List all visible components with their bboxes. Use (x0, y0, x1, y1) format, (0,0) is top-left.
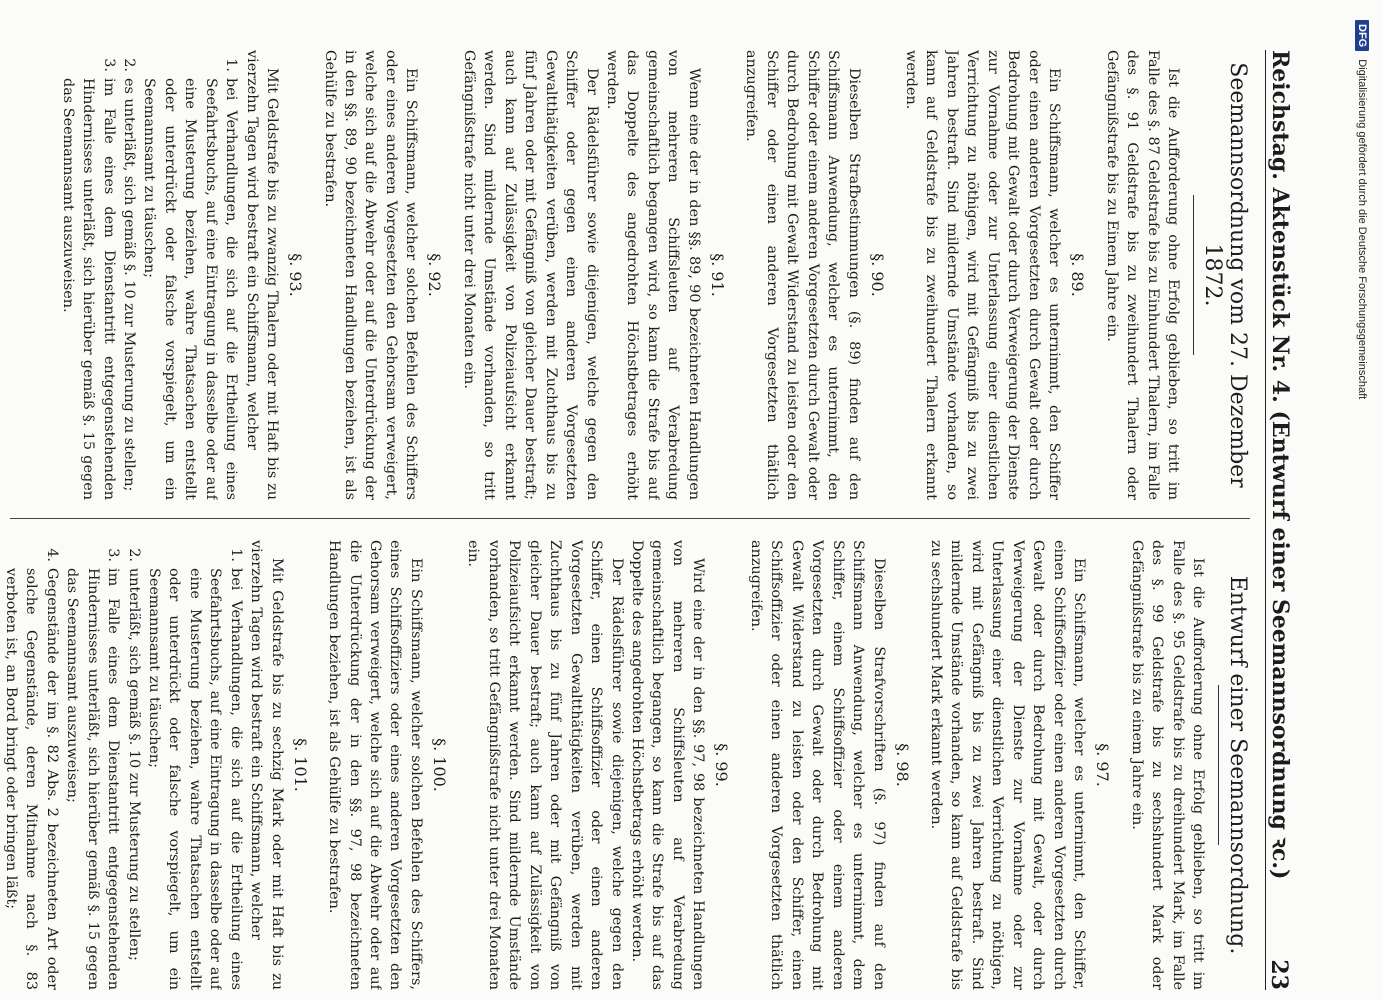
right-column-title: Entwurf einer Seemannsordnung. (1225, 575, 1250, 955)
section-heading: §. 101. (290, 738, 310, 792)
section-heading: §. 90. (867, 253, 887, 297)
section-heading: §. 100. (429, 738, 449, 792)
numbered-list (57, 50, 241, 500)
section-heading: §. 93. (286, 253, 306, 297)
list-item: 1. bei Verhandlungen, die sich auf die Ertheilung eines Seefahrtsbuchs, auf eine Eintragung in dasselbe oder auf eine Musterung beziehen, wahre Thatsachen entstellt oder unterdrückt oder falsche vorspiegelt, um ein Seemannsamt zu täuschen; (145, 548, 244, 990)
title-rule (1218, 685, 1219, 845)
section-heading: §. 92. (425, 253, 445, 297)
two-column-text (0, 50, 1250, 990)
paragraph: Der Rädelsführer sowie diejenigen, welche gegen den Schiffer oder gegen einen anderen Vorgesetzten Gewaltthätigkeiten verüben, werden mit Zuchthaus bis zu fünf Jahren oder mit Gefängniß von gleicher Dauer bestraft; auch kann auf Zulässigkeit von Polizeiaufsicht erkannt werden. Sind mildernde Umstände vorhanden, so tritt Gefängnißstrafe nicht unter drei Monaten ein. (460, 50, 600, 500)
page-header (1265, 50, 1310, 990)
list-item: 3. im Falle eines dem Dienstantritt entgegenstehenden Hindernisses unterläßt, sich hierüber gemäß §. 15 gegen das Seemannsamt auszuweisen; (64, 548, 122, 990)
paragraph: Ist die Aufforderung ohne Erfolg geblieben, so tritt im Falle des §. 95 Geldstrafe bis zu dreihundert Mark, im Falle des §. 99 Geldstrafe bis zu sechshundert Mark oder Gefängnißstrafe bis zu einem Jahre ein. (1128, 540, 1206, 990)
paragraph: Ein Schiffsmann, welcher es unternimmt, den Schiffer oder einen anderen Vorgesetzten durch Gewalt oder durch Bedrohung mit Gewalt oder durch Verweigerung der Dienste zur Vornahme oder zur Unterlassung einer dienstlichen Verrichtung zu nöthigen, wird mit Gefängniß bis zu zwei Jahren bestraft. Sind mildernde Umstände vorhanden, so kann auf Geldstrafe bis zu zweihundert Thalern erkannt werden. (903, 50, 1063, 500)
list-item: 2. es unterläßt, sich gemäß §. 10 zur Musterung zu stellen; (120, 58, 137, 492)
paragraph: Wenn eine der in den §§. 89, 90 bezeichneten Handlungen von mehreren Schiffsleuten auf Verabredung gemeinschaftlich begangen wird, so kann die Strafe bis auf das Doppelte des angedrohten Höchstbetrages erhöht werden. (604, 50, 702, 500)
column-divider (10, 518, 1250, 519)
section-heading: §. 91. (707, 253, 727, 297)
right-column (0, 540, 1250, 990)
list-item: 2. unterläßt, sich gemäß §. 10 zur Musterung zu stellen; (125, 548, 142, 961)
paragraph: Dieselben Strafbestimmungen (§. 89) finden auf den Schiffsmann Anwendung, welcher es unternimmt, den Schiffer oder einem anderen Vorgesetzten durch Gewalt oder durch Bedrohung mit Gewalt Widerstand zu leisten oder den Schiffer oder einen anderen Vorgesetzten thätlich anzugreifen. (743, 50, 862, 500)
section-heading: §. 97. (1093, 743, 1113, 787)
numbered-list (0, 540, 246, 990)
section-heading: §. 98. (892, 743, 912, 787)
section-heading: §. 99. (712, 743, 732, 787)
digitization-credit: Digitalisierung gefördert durch die Deutsche Forschungsgemeinschaft (1356, 59, 1368, 400)
list-item: 4. Gegenstände der im §. 82 Abs. 2 bezeichneten Art oder solche Gegenstände, deren Mitnahme nach §. 83 verboten ist, an Bord bringt oder bringen läßt; (2, 548, 60, 990)
left-column-title: Seemannsordnung vom 27. Dezember 1872. (1200, 62, 1250, 488)
page-number: 23 (1266, 959, 1292, 990)
paragraph: Mit Geldstrafe bis zu zwanzig Thalern oder mit Haft bis zu vierzehn Tagen wird bestraft ein Schiffsmann, welcher (243, 50, 281, 500)
section-heading: §. 89. (1068, 253, 1088, 297)
paragraph: Ist die Aufforderung ohne Erfolg geblieben, so tritt im Falle des §. 87 Geldstrafe bis zu Einhundert Thalern, im Falle des §. 91 Geldstrafe bis zu zweihundert Thalern oder Gefängnißstrafe bis zu Einem Jahre ein. (1103, 50, 1181, 500)
paragraph: Ein Schiffsmann, welcher solchen Befehlen des Schiffers oder eines anderen Vorgesetzten den Gehorsam verweigert, welche sich auf die Abwehr oder auf die Unterdrückung der in den §§. 89, 90 bezeichneten Handlungen beziehen, ist als Gehülfe zu bestrafen. (321, 50, 420, 500)
dfg-logo: DFG (1355, 20, 1369, 51)
paragraph: Dieselben Strafvorschriften (§. 97) finden auf den Schiffsmann Anwendung, welcher es unternimmt, dem Schiffer, einem Schiffsoffizier oder einem anderen Vorgesetzten durch Gewalt oder durch Bedrohung mit Gewalt Widerstand zu leisten oder den Schiffer, einen Schiffsoffizier oder einen anderen Vorgesetzten thätlich anzugreifen. (747, 540, 887, 990)
header-title: Reichstag. Aktenstück Nr. 4. (Entwurf einer Seemannsordnung ꝛc.) (1267, 50, 1293, 880)
paragraph: Wird eine der in den §§. 97, 98 bezeichneten Handlungen von mehreren Schiffsleuten auf Verabredung gemeinschaftlich begangen, so kann die Strafe bis auf das Doppelte des angedrohten Höchstbetrags erhöht werden. (629, 540, 707, 990)
paragraph: Ein Schiffsmann, welcher es unternimmt, den Schiffer, einen Schiffsoffizier oder einen anderen Vorgesetzten durch Gewalt oder durch Bedrohung mit Gewalt, oder durch Verweigerung der Dienste zur Vornahme oder zur Unterlassung einer dienstlichen Verrichtung zu nöthigen, wird mit Gefängniß bis zu zwei Jahren bestraft. Sind mildernde Umstände vorhanden, so kann auf Geldstrafe bis zu sechshundert Mark erkannt werden. (928, 540, 1088, 990)
list-item: 1. bei Verhandlungen, die sich auf die Ertheilung eines Seefahrtsbuchs, auf eine Eintragung in dasselbe oder auf eine Musterung beziehen, wahre Thatsachen entstellt oder unterdrückt oder falsche vorspiegelt, um ein Seemannsamt zu täuschen; (141, 58, 240, 500)
left-column (0, 50, 1250, 500)
paragraph: Der Rädelsführer sowie diejenigen, welche gegen den Schiffer, einen Schiffsoffizier oder einen anderen Vorgesetzten Gewaltthätigkeiten verüben, werden mit Zuchthaus bis zu fünf Jahren oder mit Gefängniß von gleicher Dauer bestraft; auch kann auf Zulässigkeit von Polizeiaufsicht erkannt werden. Sind mildernde Umstände vorhanden, so tritt Gefängnißstrafe nicht unter drei Monaten ein. (465, 540, 625, 990)
title-rule (1193, 195, 1194, 355)
paragraph: Ein Schiffsmann, welcher solchen Befehlen des Schiffers, eines Schiffsoffiziers oder eines anderen Vorgesetzten den Gehorsam verweigert, welche sich auf die Abwehr oder auf die Unterdrückung der in den §§. 97, 98 bezeichneten Handlungen beziehen, ist als Gehülfe zu bestrafen. (326, 540, 424, 990)
paragraph: Mit Geldstrafe bis zu sechzig Mark oder mit Haft bis zu vierzehn Tagen wird bestraft ein Schiffsmann, welcher (248, 540, 285, 990)
side-credit (1352, 20, 1380, 980)
rotated-page-content (0, 50, 1310, 990)
list-item: 3. im Falle eines dem Dienstantritt entgegenstehenden Hindernisses unterläßt, sich hierüber gemäß §. 15 gegen das Seemannsamt auszuweisen. (59, 58, 117, 500)
